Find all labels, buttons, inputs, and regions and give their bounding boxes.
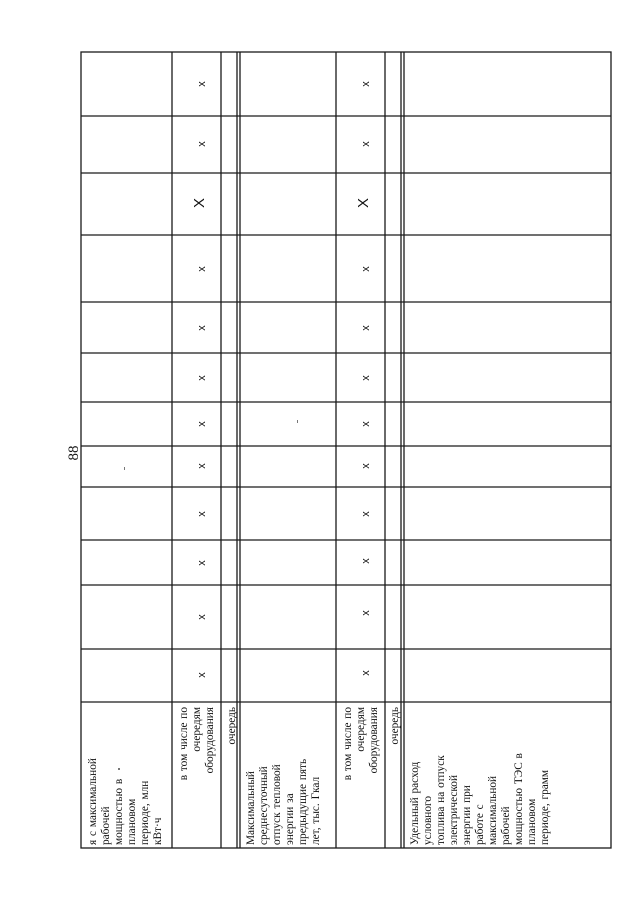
row-label: Максимальный среднесуточный отпуск тепловой энергии за предыдущие пять лет, тыс. Гкал xyxy=(245,758,322,845)
table-cell-mark: x xyxy=(360,421,372,427)
table-cell-mark: x xyxy=(360,375,372,381)
table-cell-mark: x xyxy=(360,463,372,469)
table-cell-mark: x xyxy=(360,511,372,517)
table-cell-mark: x xyxy=(196,266,208,272)
table-cell-mark: x xyxy=(196,614,208,620)
table-cell-mark: x xyxy=(360,81,372,87)
row-label: Удельный расход условного топлива на отпуск электрической энергии при работе с максимальной рабочей мощностью ТЭС в плановом периоде, грамм xyxy=(409,753,551,845)
page-number: 88 xyxy=(66,445,82,461)
table-cell-mark: x xyxy=(360,266,372,272)
table-cell-mark: X xyxy=(355,198,372,209)
table-cell-mark: x xyxy=(196,325,208,331)
table-cell-mark: x xyxy=(196,511,208,517)
scan-speck xyxy=(297,420,298,423)
table-cell-mark: x xyxy=(196,375,208,381)
table-cell-mark: x xyxy=(196,560,208,566)
scan-speck xyxy=(118,768,120,770)
row-label: очередь xyxy=(389,707,401,745)
row-label: я с максимальной рабочей мощностью в плановом периоде, млн кВт·ч xyxy=(87,758,164,845)
table-cell-mark: x xyxy=(360,670,372,676)
table-cell-mark: x xyxy=(196,421,208,427)
table-cell-mark: X xyxy=(191,198,208,209)
table-cell-mark: x xyxy=(196,141,208,147)
table-cell-mark: x xyxy=(196,81,208,87)
table-cell-mark: x xyxy=(360,610,372,616)
table-cell-mark: x xyxy=(360,558,372,564)
row-label: очередь xyxy=(226,707,238,745)
table-cell-mark: x xyxy=(196,463,208,469)
scan-speck xyxy=(124,467,125,470)
table-cell-mark: x xyxy=(196,672,208,678)
table-cell-mark: x xyxy=(360,325,372,331)
row-label: в том числе по очередям оборудования xyxy=(178,707,216,781)
row-label: в том числе по очередям оборудования xyxy=(342,707,380,781)
table-cell-mark: x xyxy=(360,141,372,147)
